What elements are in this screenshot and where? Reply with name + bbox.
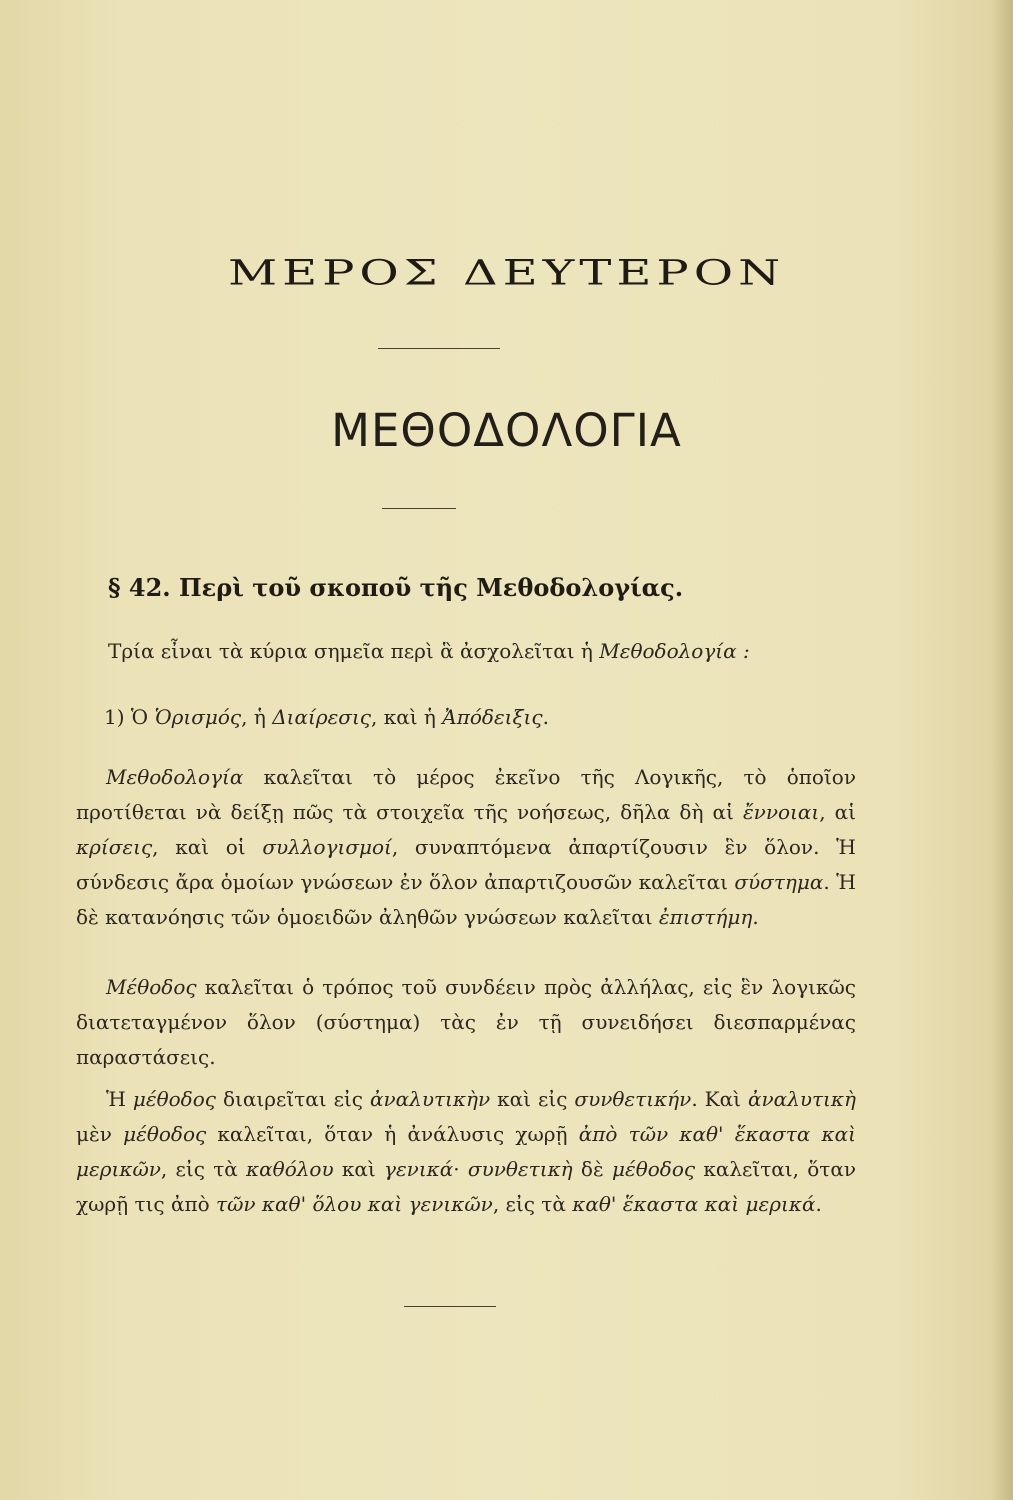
part-title: ΜΕΡΟΣ ΔΕΥΤΕΡΟΝ [227, 253, 786, 294]
text: , συναπτόμενα ἀπαρτίζουσιν ἓν ὅλον. Ἡ σύνδεσις ἄρα ὁμοίων γνώσεων ἐν ὅλον ἀπαρτιζουσῶν καλεῖται [76, 835, 856, 894]
intro-paragraph [108, 634, 868, 669]
text: Ἡ [106, 1087, 133, 1111]
term: συνθετικὴ [467, 1157, 573, 1181]
item-term-division: Διαίρεσις [272, 705, 372, 729]
text: καλεῖται, ὅταν χωρῇ τις ἀπὸ [76, 1157, 857, 1216]
item-separator: , καὶ ἡ [371, 705, 443, 729]
intro-term: Μεθοδολογία : [599, 639, 750, 663]
term: γενικά [383, 1157, 454, 1181]
item-end: . [542, 705, 549, 729]
term: συλλογισμοί [262, 835, 392, 859]
divider-rule [382, 508, 456, 509]
term: συνθετικήν [574, 1087, 692, 1111]
text: καὶ [333, 1157, 384, 1181]
text: καλεῖται, ὅταν ἡ ἀνάλυσις χωρῇ [206, 1122, 579, 1146]
term: σύστημα [734, 870, 824, 894]
item-separator: , ἡ [241, 705, 273, 729]
section-title: ΜΕΘΟΔΟΛΟΓΙΑ [331, 404, 682, 457]
term: καθ' ἕκαστα καὶ μερικά [572, 1192, 816, 1216]
list-item [104, 700, 884, 735]
text: . Ἡ δὲ κατανόησις τῶν ὁμοειδῶν ἀληθῶν γνώσεων καλεῖται [76, 870, 856, 929]
text: καλεῖται τὸ μέρος ἐκεῖνο τῆς Λογικῆς, τὸ ὁποῖον προτίθεται νὰ δείξῃ πῶς τὰ στοιχεῖα τῆς νοήσεως, δῆλα δὴ αἱ [76, 765, 856, 824]
term: ἀναλυτικὴν [369, 1087, 491, 1111]
term: ἀναλυτικὴ [747, 1087, 856, 1111]
term: ἔννοιαι [742, 800, 820, 824]
paragraph-heading: § 42. Περὶ τοῦ σκοποῦ τῆς Μεθοδολογίας. [108, 573, 684, 602]
term: ἀπὸ τῶν καθ' ἕκαστα καὶ μερικῶν [76, 1122, 857, 1181]
text: . Καὶ [691, 1087, 748, 1111]
text: , αἱ [819, 800, 856, 824]
term: μέθοδος [123, 1122, 207, 1146]
text: , καὶ οἱ [152, 835, 263, 859]
term: μέθοδος [132, 1087, 216, 1111]
text: καὶ εἰς [490, 1087, 575, 1111]
text: , εἰς τὰ [160, 1157, 247, 1181]
term: ἐπιστήμη [658, 905, 753, 929]
term: καθόλου [246, 1157, 334, 1181]
item-term-definition: Ὁρισμός [154, 705, 242, 729]
page-spine-shadow [991, 0, 1013, 1500]
text: . [752, 905, 759, 929]
text: καλεῖται ὁ τρόπος τοῦ συνδέειν πρὸς ἀλλήλας, εἰς ἓν λογικῶς διατεταγμένον ὅλον (σύστημα) τὰς ἐν τῇ συνειδήσει διεσπαρμένας παραστάσεις. [76, 975, 856, 1069]
text: · [453, 1157, 468, 1181]
text: δὲ [572, 1157, 612, 1181]
text: μὲν [76, 1122, 124, 1146]
text: διαιρεῖται εἰς [215, 1087, 370, 1111]
paragraph-analytic-synthetic [76, 1082, 856, 1222]
intro-text: Τρία εἶναι τὰ κύρια σημεῖα περὶ ἃ ἀσχολεῖται ἡ [108, 639, 600, 663]
term: τῶν καθ' ὅλου καὶ γενικῶν [216, 1192, 493, 1216]
item-term-proof: Ἀπόδειξις [442, 705, 543, 729]
paragraph-methodology [76, 760, 856, 935]
item-number: 1) Ὁ [104, 705, 155, 729]
term: Μεθοδολογία [106, 765, 244, 789]
text: . [815, 1192, 822, 1216]
paragraph-method [76, 970, 856, 1075]
text: , εἰς τὰ [492, 1192, 573, 1216]
divider-rule [404, 1306, 496, 1307]
term: μέθοδος [611, 1157, 696, 1181]
term: Μέθοδος [106, 975, 197, 999]
divider-rule [378, 348, 500, 349]
term: κρίσεις [76, 835, 153, 859]
